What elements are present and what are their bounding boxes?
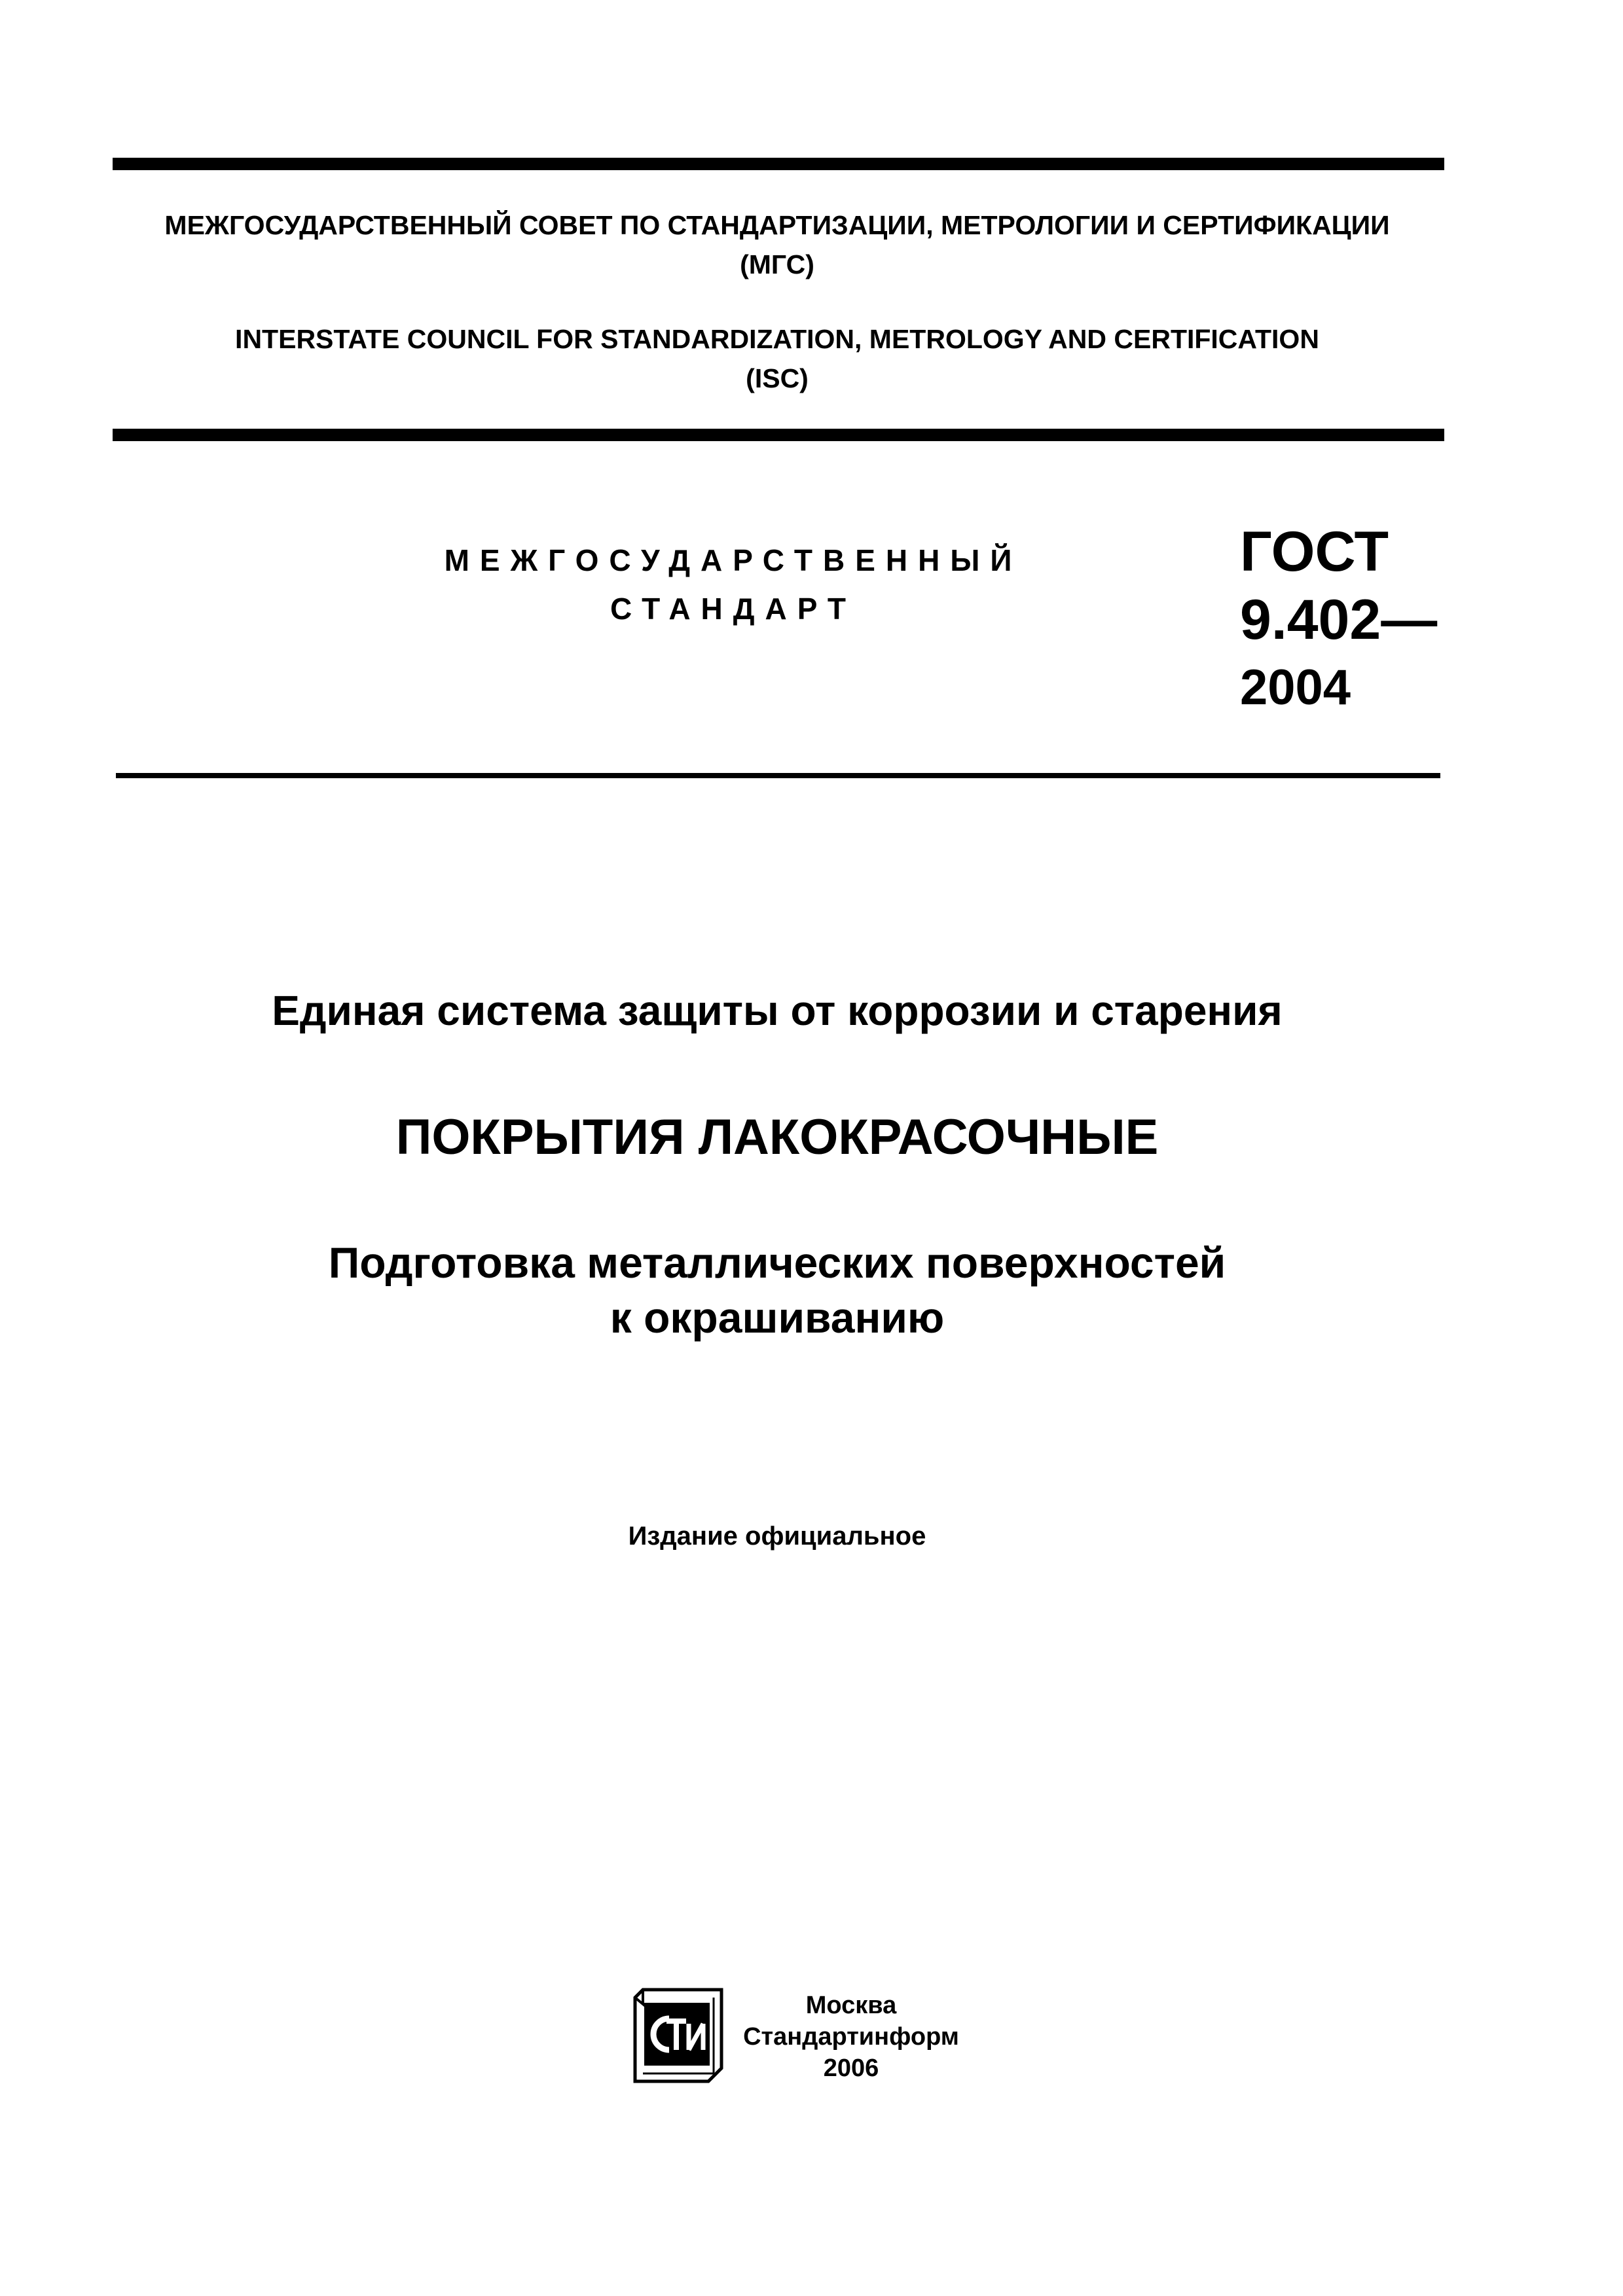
standard-kind-line2: СТАНДАРТ	[610, 592, 856, 626]
bottom-rule	[116, 773, 1440, 778]
gost-designation-line3: 2004	[1240, 660, 1351, 715]
publisher-name: Стандартинформ	[743, 2023, 959, 2051]
standard-kind-line1: МЕЖГОСУДАРСТВЕННЫЙ	[444, 543, 1023, 577]
edition-label: Издание официальное	[628, 1522, 926, 1551]
council-name-en: INTERSTATE COUNCIL FOR STANDARDIZATION, METROLOGY AND CERTIFICATION	[235, 324, 1319, 354]
top-rule	[113, 158, 1444, 170]
publication-year: 2006	[823, 2054, 879, 2082]
document-subtitle-line1: Подготовка металлических поверхностей	[328, 1238, 1226, 1287]
gost-designation-line1: ГОСТ	[1240, 520, 1389, 583]
council-abbr-en: (ISC)	[746, 363, 809, 393]
middle-rule	[113, 429, 1444, 441]
document-title: ПОКРЫТИЯ ЛАКОКРАСОЧНЫЕ	[395, 1109, 1159, 1165]
council-name-ru: МЕЖГОСУДАРСТВЕННЫЙ СОВЕТ ПО СТАНДАРТИЗАЦИИ, МЕТРОЛОГИИ И СЕРТИФИКАЦИИ	[164, 210, 1390, 240]
gost-designation-line2: 9.402—	[1240, 588, 1438, 651]
standartinform-logo-icon	[630, 1984, 728, 2084]
series-title: Единая система защиты от коррозии и старения	[272, 987, 1283, 1034]
document-subtitle-line2: к окрашиванию	[610, 1293, 945, 1342]
council-abbr-ru: (МГС)	[740, 249, 814, 279]
publisher-city: Москва	[805, 1992, 897, 2019]
